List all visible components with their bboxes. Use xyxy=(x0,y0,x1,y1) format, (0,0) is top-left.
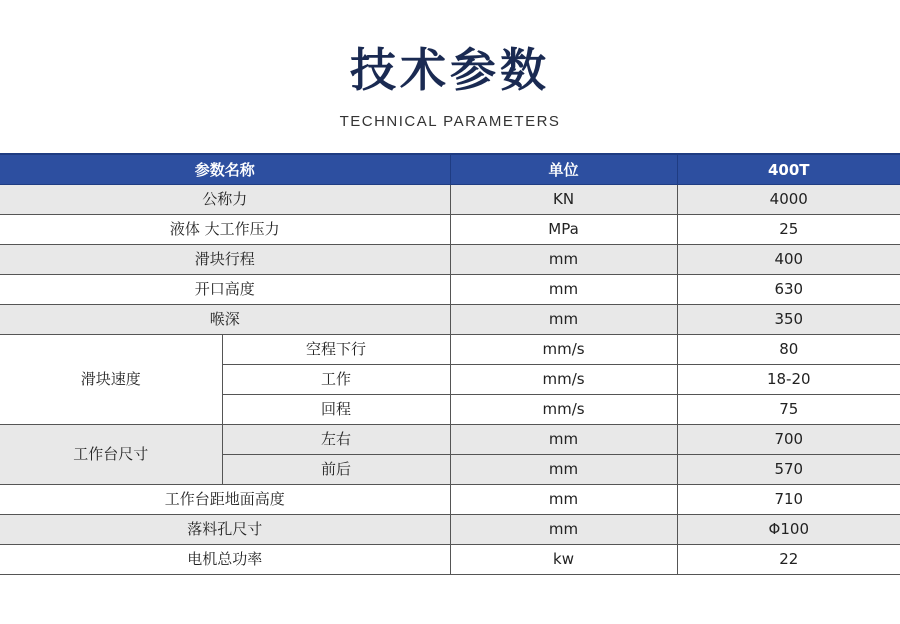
group-table-size: 工作台尺寸 xyxy=(0,425,222,485)
table-row xyxy=(0,515,900,545)
param-value: 75 xyxy=(677,395,900,425)
sub-param-name: 工作 xyxy=(222,365,450,395)
param-value: 22 xyxy=(677,545,900,575)
param-value: Φ100 xyxy=(677,515,900,545)
param-name: 公称力 xyxy=(0,185,450,215)
table-row xyxy=(0,185,900,215)
param-unit: mm xyxy=(450,455,677,485)
param-value: 700 xyxy=(677,425,900,455)
page-title: 技术参数 xyxy=(350,43,550,97)
param-value: 400 xyxy=(677,245,900,275)
param-name: 液体 大工作压力 xyxy=(0,215,450,245)
param-value: 710 xyxy=(677,485,900,515)
sub-param-name: 前后 xyxy=(222,455,450,485)
param-unit: mm xyxy=(450,515,677,545)
table-row xyxy=(0,335,900,365)
table-row xyxy=(0,485,900,515)
param-unit: mm/s xyxy=(450,335,677,365)
param-value: 350 xyxy=(677,305,900,335)
param-unit: mm xyxy=(450,485,677,515)
header-param-name: 参数名称 xyxy=(0,154,450,185)
sub-param-name: 回程 xyxy=(222,395,450,425)
param-unit: kw xyxy=(450,545,677,575)
param-name: 电机总功率 xyxy=(0,545,450,575)
param-unit: mm/s xyxy=(450,365,677,395)
table-row xyxy=(0,275,900,305)
param-name: 工作台距地面高度 xyxy=(0,485,450,515)
param-unit: mm xyxy=(450,275,677,305)
param-value: 18-20 xyxy=(677,365,900,395)
param-value: 4000 xyxy=(677,185,900,215)
param-value: 80 xyxy=(677,335,900,365)
param-unit: mm xyxy=(450,425,677,455)
sub-param-name: 空程下行 xyxy=(222,335,450,365)
param-name: 开口高度 xyxy=(0,275,450,305)
table-row xyxy=(0,215,900,245)
table-row xyxy=(0,245,900,275)
table-row xyxy=(0,425,900,455)
page-subtitle: TECHNICAL PARAMETERS xyxy=(339,113,561,130)
param-name: 喉深 xyxy=(0,305,450,335)
param-value: 630 xyxy=(677,275,900,305)
header-unit: 单位 xyxy=(450,154,677,185)
param-unit: mm xyxy=(450,305,677,335)
param-value: 570 xyxy=(677,455,900,485)
parameters-table xyxy=(0,153,900,575)
param-unit: mm xyxy=(450,245,677,275)
table-row xyxy=(0,545,900,575)
table-header-row xyxy=(0,154,900,185)
param-unit: mm/s xyxy=(450,395,677,425)
table-row xyxy=(0,305,900,335)
param-value: 25 xyxy=(677,215,900,245)
param-unit: MPa xyxy=(450,215,677,245)
sub-param-name: 左右 xyxy=(222,425,450,455)
param-name: 滑块行程 xyxy=(0,245,450,275)
param-name: 落料孔尺寸 xyxy=(0,515,450,545)
param-unit: KN xyxy=(450,185,677,215)
header-model: 400T xyxy=(677,154,900,185)
group-slide-speed: 滑块速度 xyxy=(0,335,222,425)
